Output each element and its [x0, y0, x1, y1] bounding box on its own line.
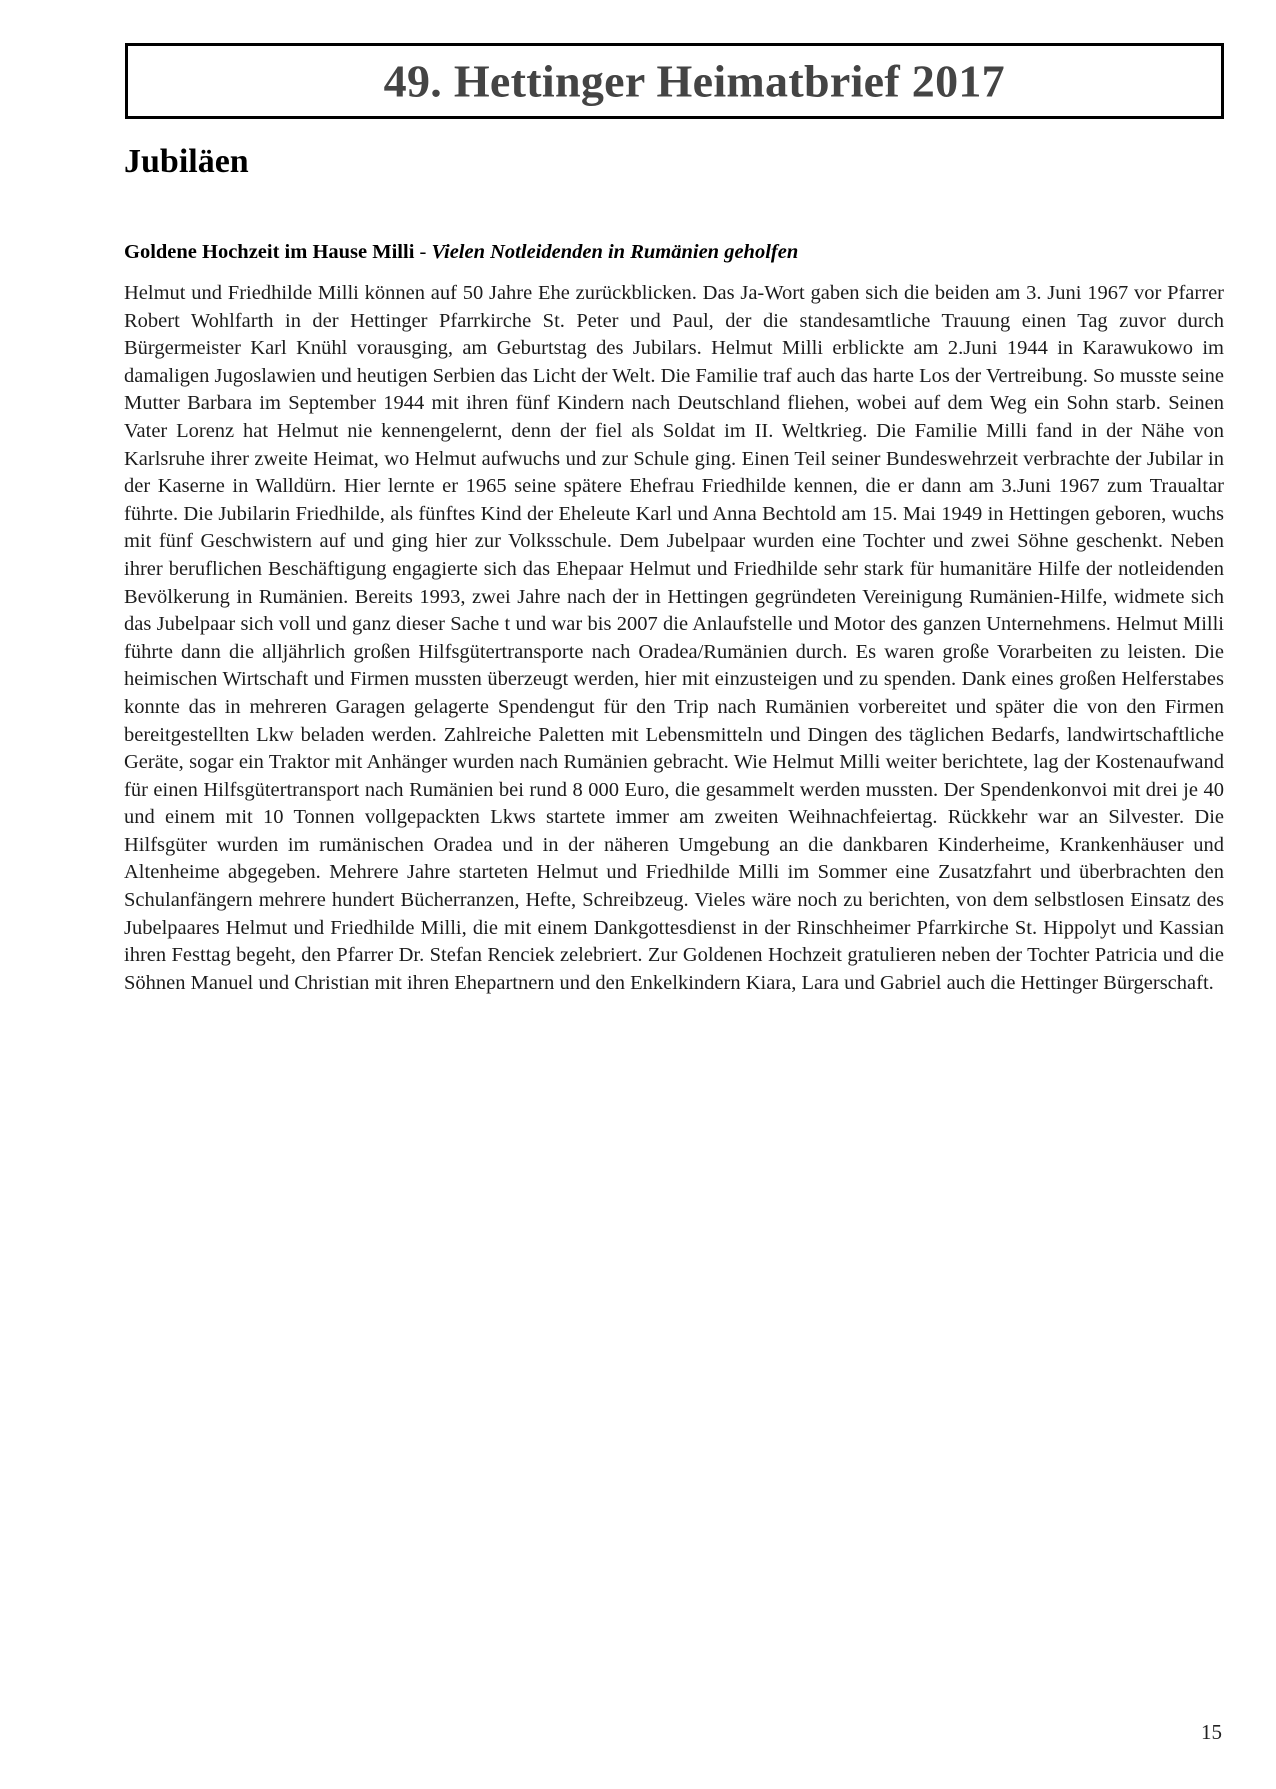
- headline-subtitle: Vielen Notleidenden in Rumänien geholfen: [431, 241, 799, 263]
- newsletter-title: 49. Hettinger Heimatbrief 2017: [383, 55, 1005, 107]
- article-body: Helmut und Friedhilde Milli können auf 50 Jahre Ehe zurückblicken. Das Ja-Wort gaben sich die beiden am 3. Juni 1967 vor Pfarrer Robert Wohlfarth in der Hettinger Pfarrkirche St. Peter und Paul, der die standesamtliche Trauung einen Tag zuvor durch Bürgermeister Karl Knühl vorausging, am Geburtstag des Jubilars. Helmut Milli erblickte am 2.Juni 1944 in Karawukowo im damaligen Jugoslawien und heutigen Serbien das Licht der Welt. Die Familie traf auch das harte Los der Vertreibung. So musste seine Mutter Barbara im September 1944 mit ihren fünf Kindern nach Deutschland fliehen, wobei auf dem Weg ein Sohn starb. Seinen Vater Lorenz hat Helmut nie kennengelernt, denn der fiel als Soldat im II. Weltkrieg. Die Familie Milli fand in der Nähe von Karlsruhe ihrer zweite Heimat, wo Helmut aufwuchs und zur Schule ging. Einen Teil seiner Bundeswehrzeit verbrachte der Jubilar in der Kaserne in Walldürn. Hier lernte er 1965 seine spätere Ehefrau Friedhilde kennen, die er dann am 3.Juni 1967 zum Traualtar führte. Die Jubilarin Friedhilde, als fünftes Kind der Eheleute Karl und Anna Bechtold am 15. Mai 1949 in Hettingen geboren, wuchs mit fünf Geschwistern auf und ging hier zur Volksschule. Dem Jubelpaar wurden eine Tochter und zwei Söhne geschenkt. Neben ihrer beruflichen Beschäftigung engagierte sich das Ehepaar Helmut und Friedhilde sehr stark für humanitäre Hilfe der notleidenden Bevölkerung in Rumänien. Bereits 1993, zwei Jahre nach der in Hettingen gegründeten Vereinigung Rumänien-Hilfe, widmete sich das Jubelpaar sich voll und ganz dieser Sache t und war bis 2007 die Anlaufstelle und Motor des ganzen Unternehmens. Helmut Milli führte dann die alljährlich großen Hilfsgütertransporte nach Oradea/Rumänien durch. Es waren große Vorarbeiten zu leisten. Die heimischen Wirtschaft und Firmen mussten überzeugt werden, hier mit einzusteigen und zu spenden. Dank eines großen Helferstabes konnte das in mehreren Garagen gelagerte Spendengut für den Trip nach Rumänien vorbereitet und später die von den Firmen bereitgestellten Lkw beladen werden. Zahlreiche Paletten mit Lebensmitteln und Dingen des täglichen Bedarfs, landwirtschaftliche Geräte, sogar ein Traktor mit Anhänger wurden nach Rumänien gebracht. Wie Helmut Milli weiter berichtete, lag der Kostenaufwand für einen Hilfsgütertransport nach Rumänien bei rund 8 000 Euro, die gesammelt werden mussten. Der Spendenkonvoi mit drei je 40 und einem mit 10 Tonnen vollgepackten Lkws startete immer am zweiten Weihnachfeiertag. Rückkehr war an Silvester. Die Hilfsgüter wurden im rumänischen Oradea und in der näheren Umgebung an die dankbaren Kinderheime, Krankenhäuser und Altenheime abgegeben. Mehrere Jahre starteten Helmut und Friedhilde Milli im Sommer eine Zusatzfahrt und überbrachten den Schulanfängern mehrere hundert Bücherranzen, Hefte, Schreibzeug. Vieles wäre noch zu berichten, von dem selbstlosen Einsatz des Jubelpaares Helmut und Friedhilde Milli, die mit einem Dankgottesdienst in der Rinschheimer Pfarrkirche St. Hippolyt und Kassian ihren Festtag begeht, den Pfarrer Dr. Stefan Renciek zelebriert. Zur Goldenen Hochzeit gratulieren neben der Tochter Patricia und die Söhnen Manuel und Christian mit ihren Ehepartnern und den Enkelkindern Kiara, Lara und Gabriel auch die Hettinger Bürgerschaft.: [124, 282, 1224, 994]
- header-box: [125, 43, 1224, 119]
- headline-main: Goldene Hochzeit im Hause Milli: [124, 241, 415, 263]
- section-title: Jubiläen: [124, 143, 249, 180]
- page-number: 15: [1201, 1720, 1222, 1744]
- headline-separator: -: [414, 241, 432, 263]
- article-headline: [124, 238, 1224, 266]
